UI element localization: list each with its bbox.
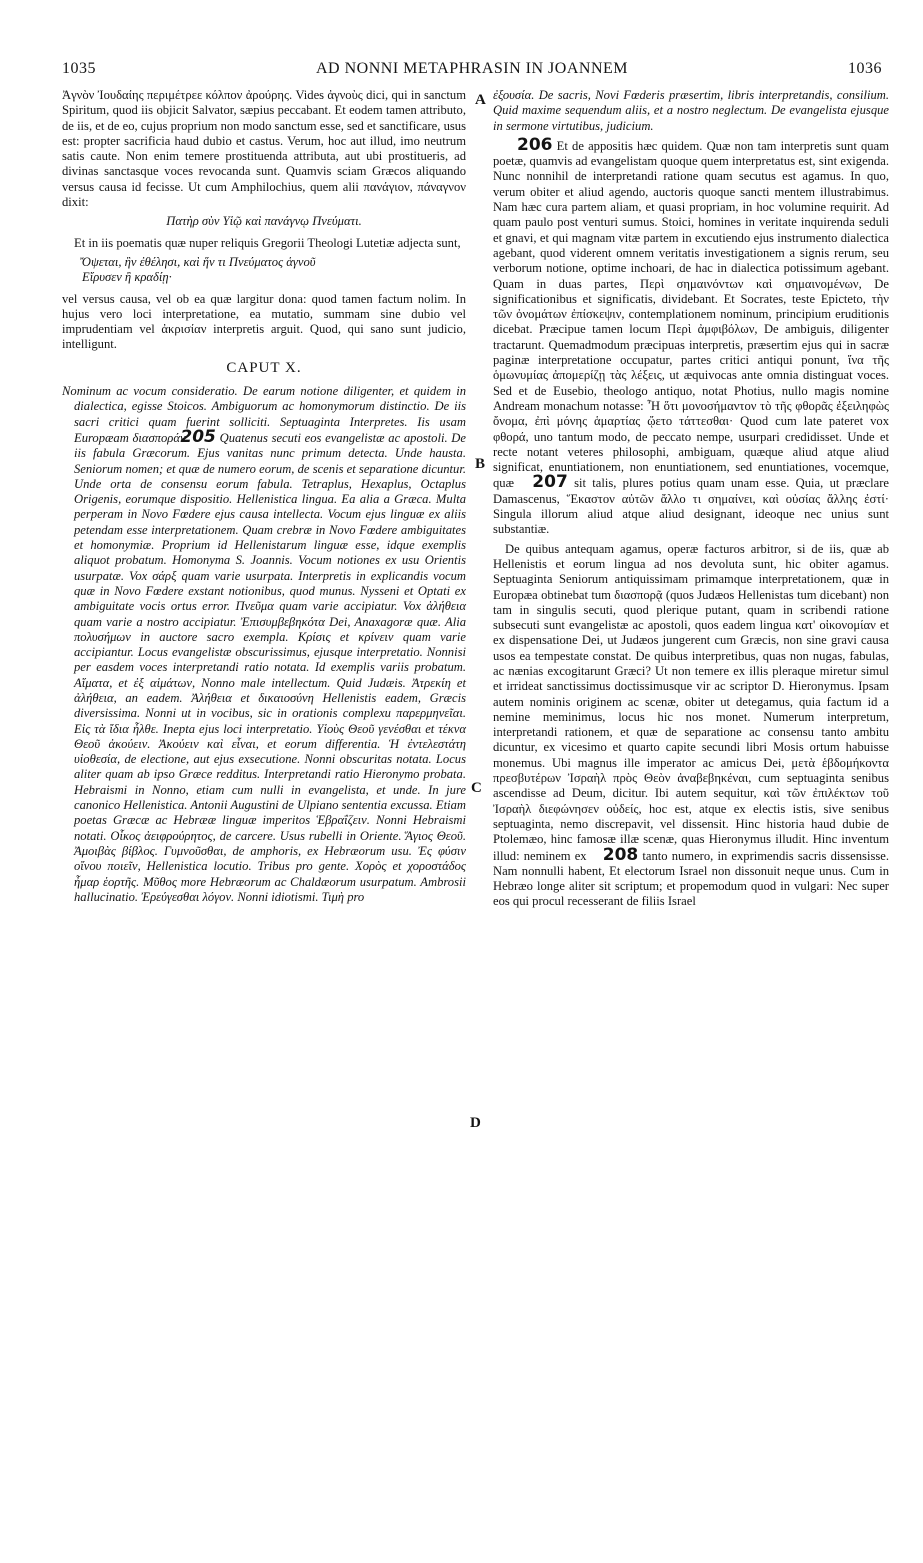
left-paragraph-2: Et in iis poematis quæ nuper reliquis Gregorii Theologi Lutetiæ adjecta sunt, xyxy=(74,235,461,250)
margin-letter-d: D xyxy=(470,1115,481,1131)
summary-part-a: Nominum ac vocum consideratio. De earum notione diligenter, et quidem in dialectica, egisse Stoicos. Ambiguorum ac homonymorum distinctio. De iis sacri critici quam fuerint solliciti. Septuaginta Interpretes. Iis usam Europæam διασποράν. xyxy=(62,384,466,445)
chapter-summary xyxy=(62,384,466,905)
left-paragraph-3: vel versus causa, vel ob ea quæ largitur dona: quod tamen factum nolim. In hujus vero loci interpretatione, ea mutatio, summam sine dubio vel imprudentiam vel ἀκρισίαν interpretis arguit. Quod, qui sano sunt judicio, intelligunt. xyxy=(62,291,466,352)
margin-letter-b: B xyxy=(475,456,486,472)
page-number-right: 1036 xyxy=(848,60,882,77)
right-paragraph-3-cont: tanto numero, in exprimendis sacris dissensisse. Nam nonnulli habent, Et electorum Israel non dissonuit neque unus. Cum in Hebræo longe aliter sit scriptum; et propemodum quod in vulgari: Nec super eos qui procul recesserant de filiis Israel xyxy=(493,848,889,909)
section-number-205: 205 xyxy=(180,426,216,447)
margin-letter-c: C xyxy=(471,780,482,796)
section-number-206: 206 xyxy=(517,134,553,155)
chapter-heading: CAPUT X. xyxy=(226,359,302,376)
right-column xyxy=(493,88,889,914)
right-paragraph-2 xyxy=(493,134,889,538)
right-paragraph-3-text: De quibus antequam agamus, operæ facturos arbitror, si de iis, quæ ab Hellenistis et eorum lingua ad nos devoluta sunt, hic obiter agamus. Septuaginta Seniorum antiquissimam primamque interpretationem, quæ in Europæa obtinebat tum διασπορᾷ (quos Judæos Hellenistas tum dicebant) non tam in singulis secuti, quod plerique putant, quam in scribendi ratione subsecuti sunt evangelistæ ac apostoli, quos eadem lingua κατ' οἰκονομίαν et ex dispensatione Dei, ut Judæos jungerent cum Græcis, non sine gravi causa usos ea tempestate constat. De quibus interpretibus, quas non nugas, fabulas, ac nænias excogitarunt Græci? Ut non temere ex illis pleraque miretur simul et irrideat sanctissimus doctissimusque vir ac scriptor D. Hieronymus. Ipsam autem nominis originem ac scenæ, obiter ut detegamus, quia factum id a nemine meminimus, locus hic nos monet. Numerum interpretum, interpretandi rationem, et quæ de separatione ac consensu tanto ambitu dicuntur, ex vicesimo et quarto capite secundi libri Mosis ortum habuisse monemus. Ubi magnus ille imperator ac amicus Dei, μετὰ ἑβδομήκοντα πρεσβυτέρων Ἰσραὴλ πρὸς Θεὸν ἀναβεβηκέναι, cum septuaginta senibus ascendisse ad Deum, dicitur. Ibi autem sequitur, καὶ τῶν ἐπιλέκτων τοῦ Ἰσραὴλ διεφώνησεν οὐδείς, hoc est, atque ex electis istis, sive senibus septuaginta, nemo discrepavit, vel dissensit. Hinc historia haud dubie de Ptolemæo, hinc famosæ illæ scenæ, quas Hieronymus illudit. Hinc inventum illud: neminem ex xyxy=(493,541,889,863)
running-header xyxy=(62,60,882,86)
verse-gregorius xyxy=(62,255,466,286)
verse-line-2: Εἴρυσεν ἢ κραδίῃ· xyxy=(82,270,172,285)
section-number-207: 207 xyxy=(532,472,568,493)
verse-line-1: Ὄψεται, ἣν ἐθέλησι, καὶ ἥν τι Πνεύματος ἁγνοῦ xyxy=(80,254,316,269)
verse-amphilochius: Πατὴρ σὺν Υἱῷ καὶ πανάγνῳ Πνεύματι. xyxy=(166,214,362,229)
margin-letter-a: A xyxy=(475,92,486,108)
right-paragraph-2-text: Et de appositis hæc quidem. Quæ non tam interpretis sunt quam poetæ, quamvis ad evangelistam quoque quem interpretatus est, sint exigenda. Nunc nonnihil de interpretandi ratione quam secutus est agamus. In quo, verum obiter et aliud agendo, auctoris quoque sancti mentem illustrabimus. Nam hæc cura partem aliam, et quasi propriam, in hoc volumine requirit. Ad quam paulo post venturi sumus. Stoici, homines in veritate inquirenda seduli et gnavi, et qui magnam vitæ partem in excutiendo ejus instrumento dialectica agebant, quod viderent omnem veritatis investigationem a signis rerum, seu verborum notione, optime inchoari, de hac in dialectica potissimum agebant. Quam in duas partes, Περὶ σημαινόντων καὶ σημαινομένων, De significationibus et significatis, dividebant. Et Socrates, teste Epicteto, τὴν τῶν ὀνομάτων ἐπίσκεψιν, contemplationem nominum, principium eruditionis dicebat. Præcipue tamen locum Περὶ ἀμφιβόλων, De ambiguis, diligenter tractarunt. Quemadmodum præcipuas interpretis, præsertim ejus qui in sacræ paginæ interpretatione occupatur, partes critici antiqui ponunt, ἵνα τῆς ὁμωνυμίας ἀπομερίζῃ τὰς λέξεις, ut æquivocas ante omnia distinguat voces. Sed et de Eusebio, theologo antiquo, notat Photius, nullo magis nomine Andream monachum notasse: Ἦ ὅτι μονοσήμαντον τὸ τῆς φθορᾶς ἐξειληφὼς ὄνομα, ἐπὶ μόνης ἁμαρτίας ᾤετο τάττεσθαι· Quod cum late pateret vox φθορά, uno tantum modo, de peccato nempe, usurpari credidisset. Unde et recte notant veteres philosophi, ambiguam, quæque aliud atque aliud significat, enuntiationem, non enuntiationem, sed enuntiationes, vocemque, quæ xyxy=(493,138,889,491)
section-number-208: 208 xyxy=(602,844,639,865)
right-paragraph-1: ἐξουσία. De sacris, Novi Fœderis præsertim, libris interpretandis, consilium. Quid maxime sequendum aliis, et a nostro neglectum. De evangelista ejusque in sermone virtutibus, judicium. xyxy=(493,88,889,133)
page-number-left: 1035 xyxy=(62,60,96,77)
running-title: AD NONNI METAPHRASIN IN JOANNEM xyxy=(316,60,628,77)
summary-part-b: Quatenus secuti eos evangelistæ ac apostoli. De iis fabula Græcorum. Ejus vanitas nunc primum detecta. Unde hausta. Seniorum nomen; et quæ de numero eorum, de scenis et separatione dicuntur. Unde orta de consensu eorum fabula. Tetraplus, Hexaplus, Octaplus Origenis, eorumque dispositio. Hellenistica lingua. Ea alia a Græca. Multa perperam in Novo Fœdere ejus causa intellecta. Vocum ejus linguæ ex aliis petendam esse interpretationem. Quam crebræ in Novo Fœdere ambiguitates et homonymiæ. Proprium id Hellenistarum linguæ esse, idque exemplis aliquot probatum. Homonyma S. Joannis. Vocum notiones ex usu Orientis usurpatæ. Vox σάρξ quam varie usurpata. Interpretis in explicandis vocum quæ in Novo Fœdere exstant notionibus, quod munus. Nysseni et Optati ex ambiguitate vocis ortus error. Πνεῦμα quam varie accipiatur. Vox ἀλήθεια quam varie a nostro accipiatur. Ἐπισυμβεβηκότα Dei, Anaxagoræ quæ. Alia πολυσήμων in auctore sacro exempla. Κρίσις et κρίνειν quam varie accipiantur. Locus evangelistæ obscurissimus, ejusque interpretatio. Nonnisi per easdem voces interpretandi ratio notata. Id exemplis variis probatum. Αἵματα, et ἐξ αἱμάτων, Nonno male intellectum. Quid Judæis. Ἀτρεκίη et ἀλήθεια, an eadem. Ἀλήθεια et δικαιοσύνη Hellenistis eadem, Græcis diversissima. Nonni ut in vocibus, sic in orationis complexu παρερμηνεῖαι. Εἰς τὰ ἴδια ἦλθε. Inepta ejus loci interpretatio. Υἱοὺς Θεοῦ γενέσθαι et τέκνα Θεοῦ ἀκούειν. Ἀκούειν καὶ εἶναι, et eorum differentia. Ἡ ἐντελεστάτη υἱοθεσία, de electione, aut ejus exsecutione. Nonni obscuritas notata. Locus aliter quam ab ipso Græce redditus. Interpretandi ratio Hieronymo probata. Hebraismi in Nonno, etiam cum nulli in evangelista, et unde. In jure canonico Hellenistica. Antonii Augustini de Ulpiano sententia excussa. Etiam poetas Græcæ ac Hebrææ linguæ imperitos Ἑβραΐζειν. Nonni Hebraismi notati. Οἶκος ἀειφρούρητος, de carcere. Usus rubelli in Oriente. Ἅγιος Θεοῦ. Ἀμοιβὰς βίβλος. Γυμνοῦσθαι, de amphoris, ex Hebræorum usu. Ἐς φύσιν οἴνου ποιεῖν, Hellenistica locutio. Tribus pro gente. Χορὸς et χοροστάδος ἦμαρ ἑορτῆς. Μῦθος more Hebræorum ac Chaldæorum usurpatum. Ambrosii hallucinatio. Ἐρεύγεσθαι λόγον. Nonni idiotismi. Τιμὴ pro xyxy=(74,430,466,904)
left-paragraph-1: Ἀγνὸν Ἰουδαίης περιμέτρεε κόλπον ἀρούρης. Vides ἀγνοὺς dici, qui in sanctum Spiritum, quod iis objicit Salvator, sæpius peccabant. Et eodem tamen attributo, de iis, et de eo, cujus proprium non modo sanctum esse, sed et sanctificare, usus est: propter sacrificia haud dubio et castus. Verum, hoc aut illud, imo neutrum satis caute. Non enim temere prostituenda attributa, aut ubi prostitueris, ad divinas sanctasque voces revocanda sunt. Quamvis sciam Græcos aliquando versus causa id fecisse. Ut cum Amphilochius, quem alii πανάγιον, πάναγνον dixit: xyxy=(62,88,466,210)
right-paragraph-3 xyxy=(493,542,889,910)
right-paragraph-2-cont: sit talis, plures potius quam unam esse. Quia, ut præclare Damascenus, Ἕκαστον αὐτῶν ἄλλο τι σημαίνει, καὶ οὐσίας ἄλλης ἐστί· Singula illorum aliud atque aliud designant, ideoque nec unius sunt substantiæ. xyxy=(493,476,889,537)
left-column xyxy=(62,88,466,905)
